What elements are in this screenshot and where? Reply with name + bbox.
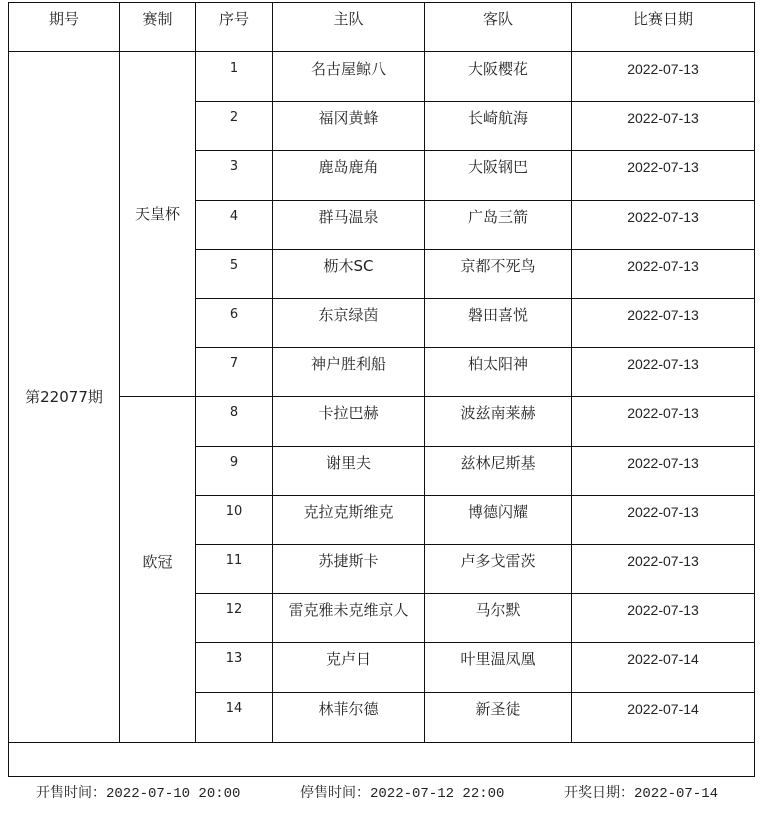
match-date: 2022-07-13: [627, 503, 699, 520]
header-date: 比赛日期: [632, 10, 693, 28]
match-seq: 8: [229, 405, 239, 421]
sale-stop-value: 2022-07-12 22:00: [370, 786, 505, 802]
match-date: 2022-07-13: [627, 553, 699, 569]
match-away-team: 新圣徒: [475, 699, 521, 718]
match-away-team: 马尔默: [475, 601, 521, 620]
match-date: 2022-07-13: [627, 257, 699, 274]
match-away-team: 柏太阳神: [467, 355, 528, 374]
match-date: 2022-07-13: [627, 208, 699, 225]
sale-stop-time: [300, 784, 504, 803]
match-away-team: 卢多戈雷茨: [460, 552, 536, 570]
match-home-team: 克卢日: [325, 650, 371, 669]
match-seq: 11: [225, 553, 243, 568]
row-divider: [195, 200, 755, 201]
table-body-bottom: [8, 742, 755, 743]
match-away-team: 广岛三箭: [467, 207, 528, 226]
draw-date-label: 开奖日期：: [564, 785, 634, 801]
match-home-team: 福冈黄蜂: [318, 109, 379, 128]
row-divider: [195, 593, 755, 594]
match-home-team: 名古屋鲸八: [310, 60, 386, 78]
match-date: 2022-07-13: [627, 602, 699, 619]
match-date: 2022-07-13: [627, 61, 699, 77]
sale-start-label: 开售时间：: [36, 785, 106, 801]
header-home: 主队: [333, 10, 364, 28]
match-home-team: 群马温泉: [318, 207, 379, 226]
match-home-team: 谢里夫: [325, 453, 371, 472]
match-home-team: 神户胜利船: [310, 355, 386, 374]
row-divider: [195, 642, 755, 643]
match-date: 2022-07-14: [627, 651, 699, 668]
match-date: 2022-07-13: [627, 356, 699, 373]
match-home-team: 鹿岛鹿角: [318, 158, 379, 177]
header-away: 客队: [482, 10, 513, 28]
match-home-team: 东京绿茵: [318, 306, 379, 324]
draw-date: [564, 784, 718, 803]
match-seq: 12: [225, 602, 243, 618]
match-date: 2022-07-13: [627, 110, 699, 127]
match-seq: 3: [229, 159, 239, 175]
match-date: 2022-07-13: [627, 307, 699, 323]
row-divider: [195, 347, 755, 348]
match-seq: 2: [229, 110, 239, 126]
row-divider: [195, 446, 755, 447]
match-away-team: 磐田喜悦: [467, 306, 528, 324]
match-seq: 10: [225, 503, 243, 519]
match-seq: 5: [229, 257, 239, 273]
match-home-team: 林菲尔德: [318, 699, 379, 718]
match-seq: 13: [225, 651, 243, 667]
header-competition: 赛制: [142, 10, 173, 28]
row-divider: [195, 101, 755, 102]
match-away-team: 兹林尼斯基: [460, 453, 536, 472]
competition-champions-league: 欧冠: [142, 553, 173, 571]
match-away-team: 大阪钢巴: [467, 158, 528, 177]
match-home-team: 卡拉巴赫: [318, 404, 379, 423]
match-home-team: 枥木SC: [323, 256, 374, 275]
match-seq: 7: [229, 356, 239, 372]
match-home-team: 雷克雅未克维京人: [288, 601, 409, 620]
match-away-team: 京都不死鸟: [460, 256, 536, 275]
match-date: 2022-07-13: [627, 454, 699, 471]
match-seq: 1: [229, 61, 239, 76]
row-divider: [195, 150, 755, 151]
row-divider: [195, 495, 755, 496]
issue-label: 第22077期: [25, 388, 103, 406]
row-divider: [195, 298, 755, 299]
match-away-team: 大阪樱花: [467, 60, 528, 78]
sale-stop-label: 停售时间：: [300, 785, 370, 801]
row-divider: [195, 544, 755, 545]
table-border-top: [8, 2, 755, 3]
competition-emperors-cup: 天皇杯: [134, 205, 180, 223]
match-date: 2022-07-14: [627, 700, 699, 717]
match-seq: 4: [229, 208, 239, 224]
match-away-team: 叶里温凤凰: [460, 650, 536, 669]
table-border-bottom: [8, 776, 755, 777]
match-away-team: 长崎航海: [467, 109, 528, 128]
header-seq: 序号: [218, 10, 249, 28]
match-date: 2022-07-13: [627, 159, 699, 176]
match-home-team: 苏捷斯卡: [318, 552, 379, 570]
match-home-team: 克拉克斯维克: [303, 502, 394, 521]
sale-start-time: [36, 784, 240, 803]
header-issue: 期号: [48, 10, 79, 28]
row-divider: [195, 249, 755, 250]
match-seq: 9: [229, 454, 239, 470]
match-away-team: 博德闪耀: [467, 502, 528, 521]
match-date: 2022-07-13: [627, 405, 699, 422]
match-away-team: 波兹南莱赫: [460, 404, 536, 423]
sale-start-value: 2022-07-10 20:00: [106, 786, 241, 802]
row-divider: [195, 396, 755, 397]
match-seq: 14: [225, 700, 243, 716]
draw-date-value: 2022-07-14: [634, 786, 719, 802]
row-divider: [195, 692, 755, 693]
match-seq: 6: [229, 307, 239, 322]
